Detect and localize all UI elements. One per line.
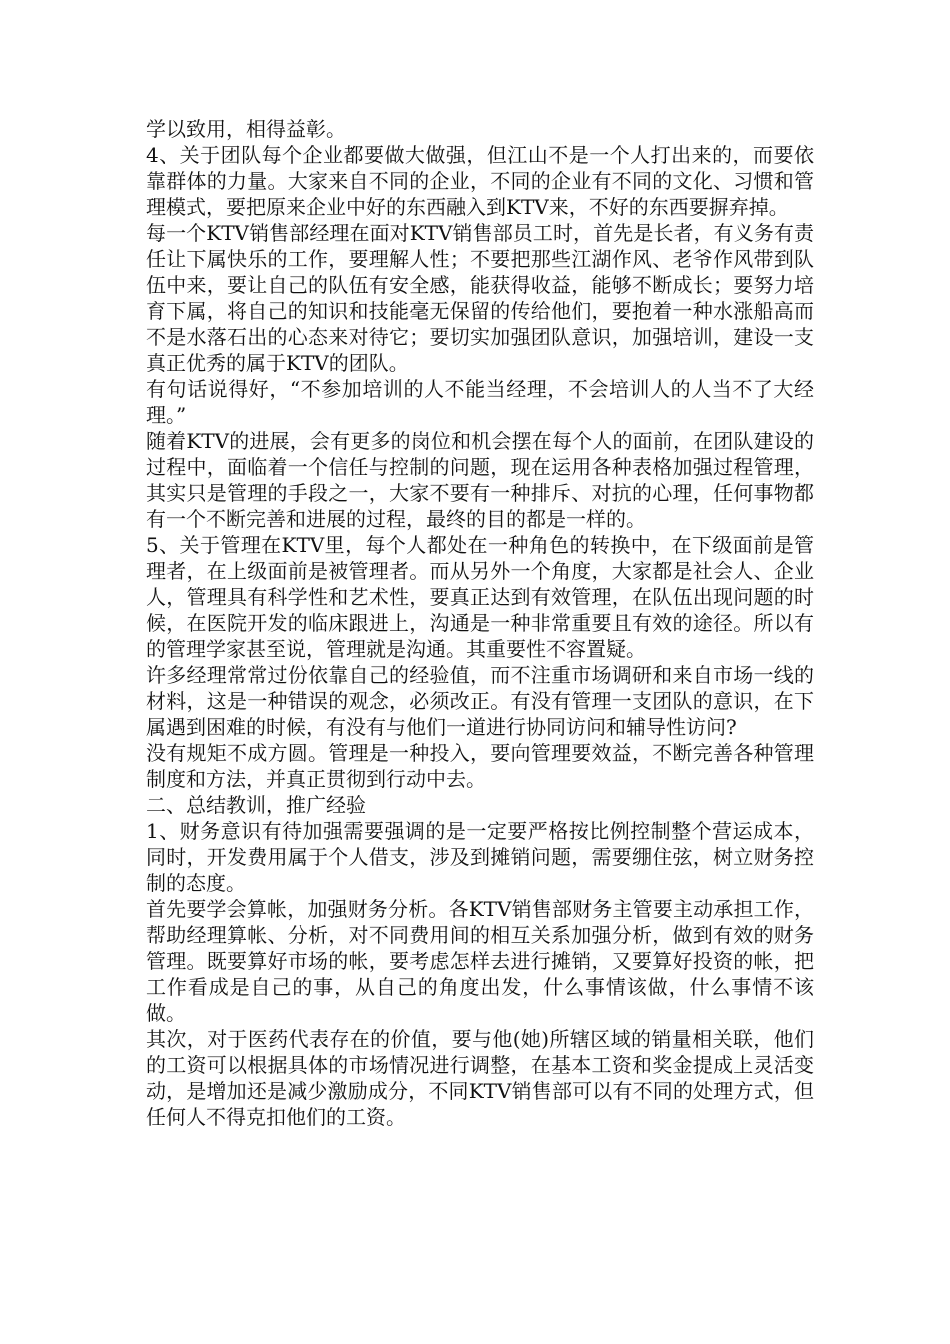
paragraph-3: 每一个KTV销售部经理在面对KTV销售部员工时，首先是长者，有义务有责任让下属快乐的工作，要理解人性；不要把那些江湖作风、老爷作风带到队伍中来，要让自己的队伍有安全感，能获得收益，能够不断成长；要努力培育下属，将自己的知识和技能毫无保留的传给他们，要抱着一种水涨船高而不是水落石出的心态来对待它；要切实加强团队意识，加强培训，建设一支真正优秀的属于KTV的团队。 <box>146 221 814 375</box>
paragraph-7: 许多经理常常过份依靠自己的经验值，而不注重市场调研和来自市场一线的材料，这是一种错误的观念，必须改正。有没有管理一支团队的意识，在下属遇到困难的时候，有没有与他们一道进行协同访问和辅导性访问? <box>146 663 814 739</box>
paragraph-11: 其次，对于医药代表存在的价值，要与他(她)所辖区域的销量相关联，他们的工资可以根据具体的市场情况进行调整，在基本工资和奖金提成上灵活变动，是增加还是减少激励成分，不同KTV销售部可以有不同的处理方式，但任何人不得克扣他们的工资。 <box>146 1027 814 1129</box>
paragraph-8: 没有规矩不成方圆。管理是一种投入，要向管理要效益，不断完善各种管理制度和方法，并真正贯彻到行动中去。 <box>146 741 814 791</box>
paragraph-2: 4、关于团队每个企业都要做大做强，但江山不是一个人打出来的，而要依靠群体的力量。大家来自不同的企业，不同的企业有不同的文化、习惯和管理模式，要把原来企业中好的东西融入到KTV来，不好的东西要摒弃掉。 <box>146 143 814 219</box>
document-body <box>146 116 814 1130</box>
paragraph-4: 有句话说得好，“不参加培训的人不能当经理，不会培训人的人当不了大经理。” <box>146 377 814 427</box>
paragraph-10: 首先要学会算帐，加强财务分析。各KTV销售部财务主管要主动承担工作，帮助经理算帐、分析，对不同费用间的相互关系加强分析，做到有效的财务管理。既要算好市场的帐，要考虑怎样去进行摊销，又要算好投资的帐，把工作看成是自己的事，从自己的角度出发，什么事情该做，什么事情不该做。 <box>146 897 814 1025</box>
paragraph-6: 5、关于管理在KTV里，每个人都处在一种角色的转换中，在下级面前是管理者，在上级面前是被管理者。而从另外一个角度，大家都是社会人、企业人，管理具有科学性和艺术性，要真正达到有效管理，在队伍出现问题的时候，在医院开发的临床跟进上，沟通是一种非常重要且有效的途径。所以有的管理学家甚至说，管理就是沟通。其重要性不容置疑。 <box>146 533 814 661</box>
section-heading: 二、总结教训，推广经验 <box>146 793 366 817</box>
paragraph-1: 学以致用，相得益彰。 <box>146 117 346 141</box>
paragraph-9: 1、财务意识有待加强需要强调的是一定要严格按比例控制整个营运成本，同时，开发费用属于个人借支，涉及到摊销问题，需要绷住弦，树立财务控制的态度。 <box>146 819 814 895</box>
paragraph-5: 随着KTV的进展，会有更多的岗位和机会摆在每个人的面前，在团队建设的过程中，面临着一个信任与控制的问题，现在运用各种表格加强过程管理，其实只是管理的手段之一，大家不要有一种排斥、对抗的心理，任何事物都有一个不断完善和进展的过程，最终的目的都是一样的。 <box>146 429 814 531</box>
